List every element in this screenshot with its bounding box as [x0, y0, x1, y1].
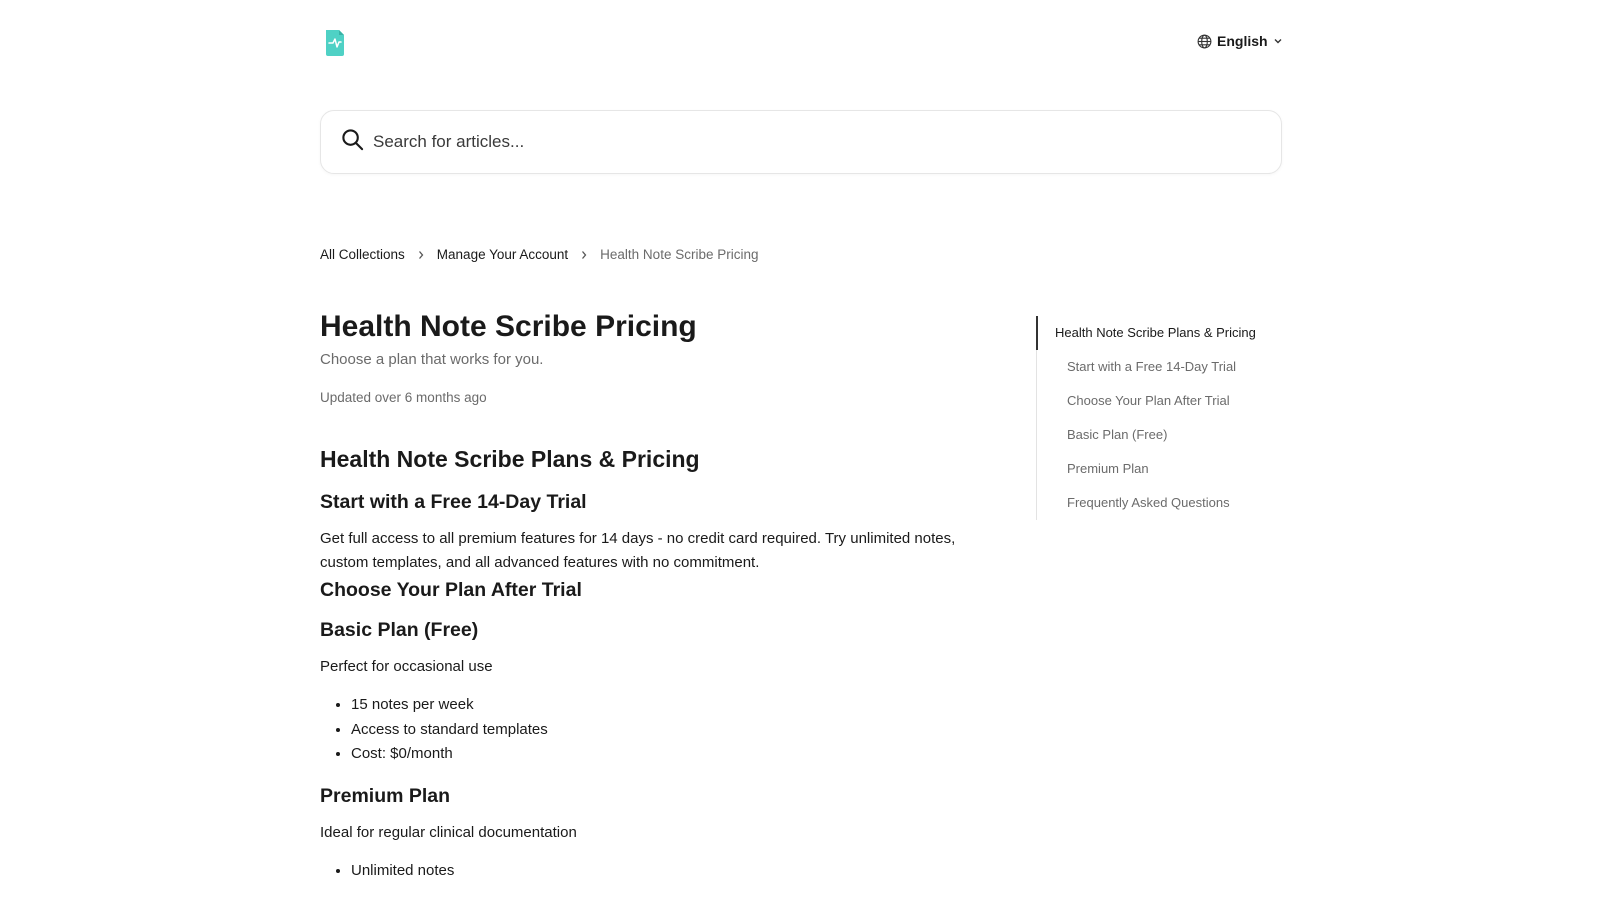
heading-premium-plan: Premium Plan [320, 784, 451, 807]
list-item: • Cost: $0/month [351, 742, 960, 767]
heading-free-trial: Start with a Free 14-Day Trial [320, 491, 587, 513]
page-title: Health Note Scribe Pricing [320, 310, 697, 343]
toc-item-choose-plan[interactable]: Choose Your Plan After Trial [1067, 393, 1230, 408]
trial-description: Get full access to all premium features for 14 days - no credit card required. Try unlimited notes, custom templates, and all advanced features with no commitment. [320, 530, 956, 571]
list-item: • Access to standard templates [351, 718, 960, 743]
basic-plan-description: Perfect for occasional use [320, 658, 493, 675]
article-body [320, 306, 960, 883]
list-item: • 15 notes per week [351, 693, 960, 718]
brand-logo-icon[interactable] [324, 26, 346, 58]
toc-item-basic-plan[interactable]: Basic Plan (Free) [1067, 427, 1168, 442]
list-item: • Unlimited notes [351, 859, 960, 884]
basic-plan-features [320, 693, 960, 767]
table-of-contents [1036, 316, 1276, 520]
toc-item-premium-plan[interactable]: Premium Plan [1067, 461, 1149, 476]
search-icon [341, 128, 364, 156]
chevron-right-icon [580, 250, 588, 260]
updated-timestamp: Updated over 6 months ago [320, 390, 487, 405]
language-selector[interactable] [1197, 33, 1283, 49]
language-label: English [1217, 33, 1268, 49]
toc-item-faq[interactable]: Frequently Asked Questions [1067, 495, 1230, 510]
heading-plans-pricing: Health Note Scribe Plans & Pricing [320, 446, 700, 472]
premium-plan-features [320, 859, 960, 884]
heading-choose-plan: Choose Your Plan After Trial [320, 579, 582, 601]
breadcrumb-manage-account[interactable]: Manage Your Account [436, 247, 569, 262]
breadcrumb-current: Health Note Scribe Pricing [600, 247, 759, 262]
breadcrumb [320, 247, 758, 262]
globe-icon [1197, 34, 1212, 49]
page-subtitle: Choose a plan that works for you. [320, 351, 544, 368]
chevron-down-icon [1273, 36, 1283, 46]
toc-item-free-trial[interactable]: Start with a Free 14-Day Trial [1067, 359, 1237, 374]
chevron-right-icon [417, 250, 425, 260]
search-bar[interactable] [320, 110, 1282, 174]
breadcrumb-all-collections[interactable]: All Collections [320, 247, 405, 262]
heading-basic-plan: Basic Plan (Free) [320, 619, 479, 641]
toc-item-plans-pricing[interactable]: Health Note Scribe Plans & Pricing [1037, 316, 1276, 350]
search-input[interactable] [373, 132, 1233, 152]
premium-plan-description: Ideal for regular clinical documentation [320, 823, 577, 841]
